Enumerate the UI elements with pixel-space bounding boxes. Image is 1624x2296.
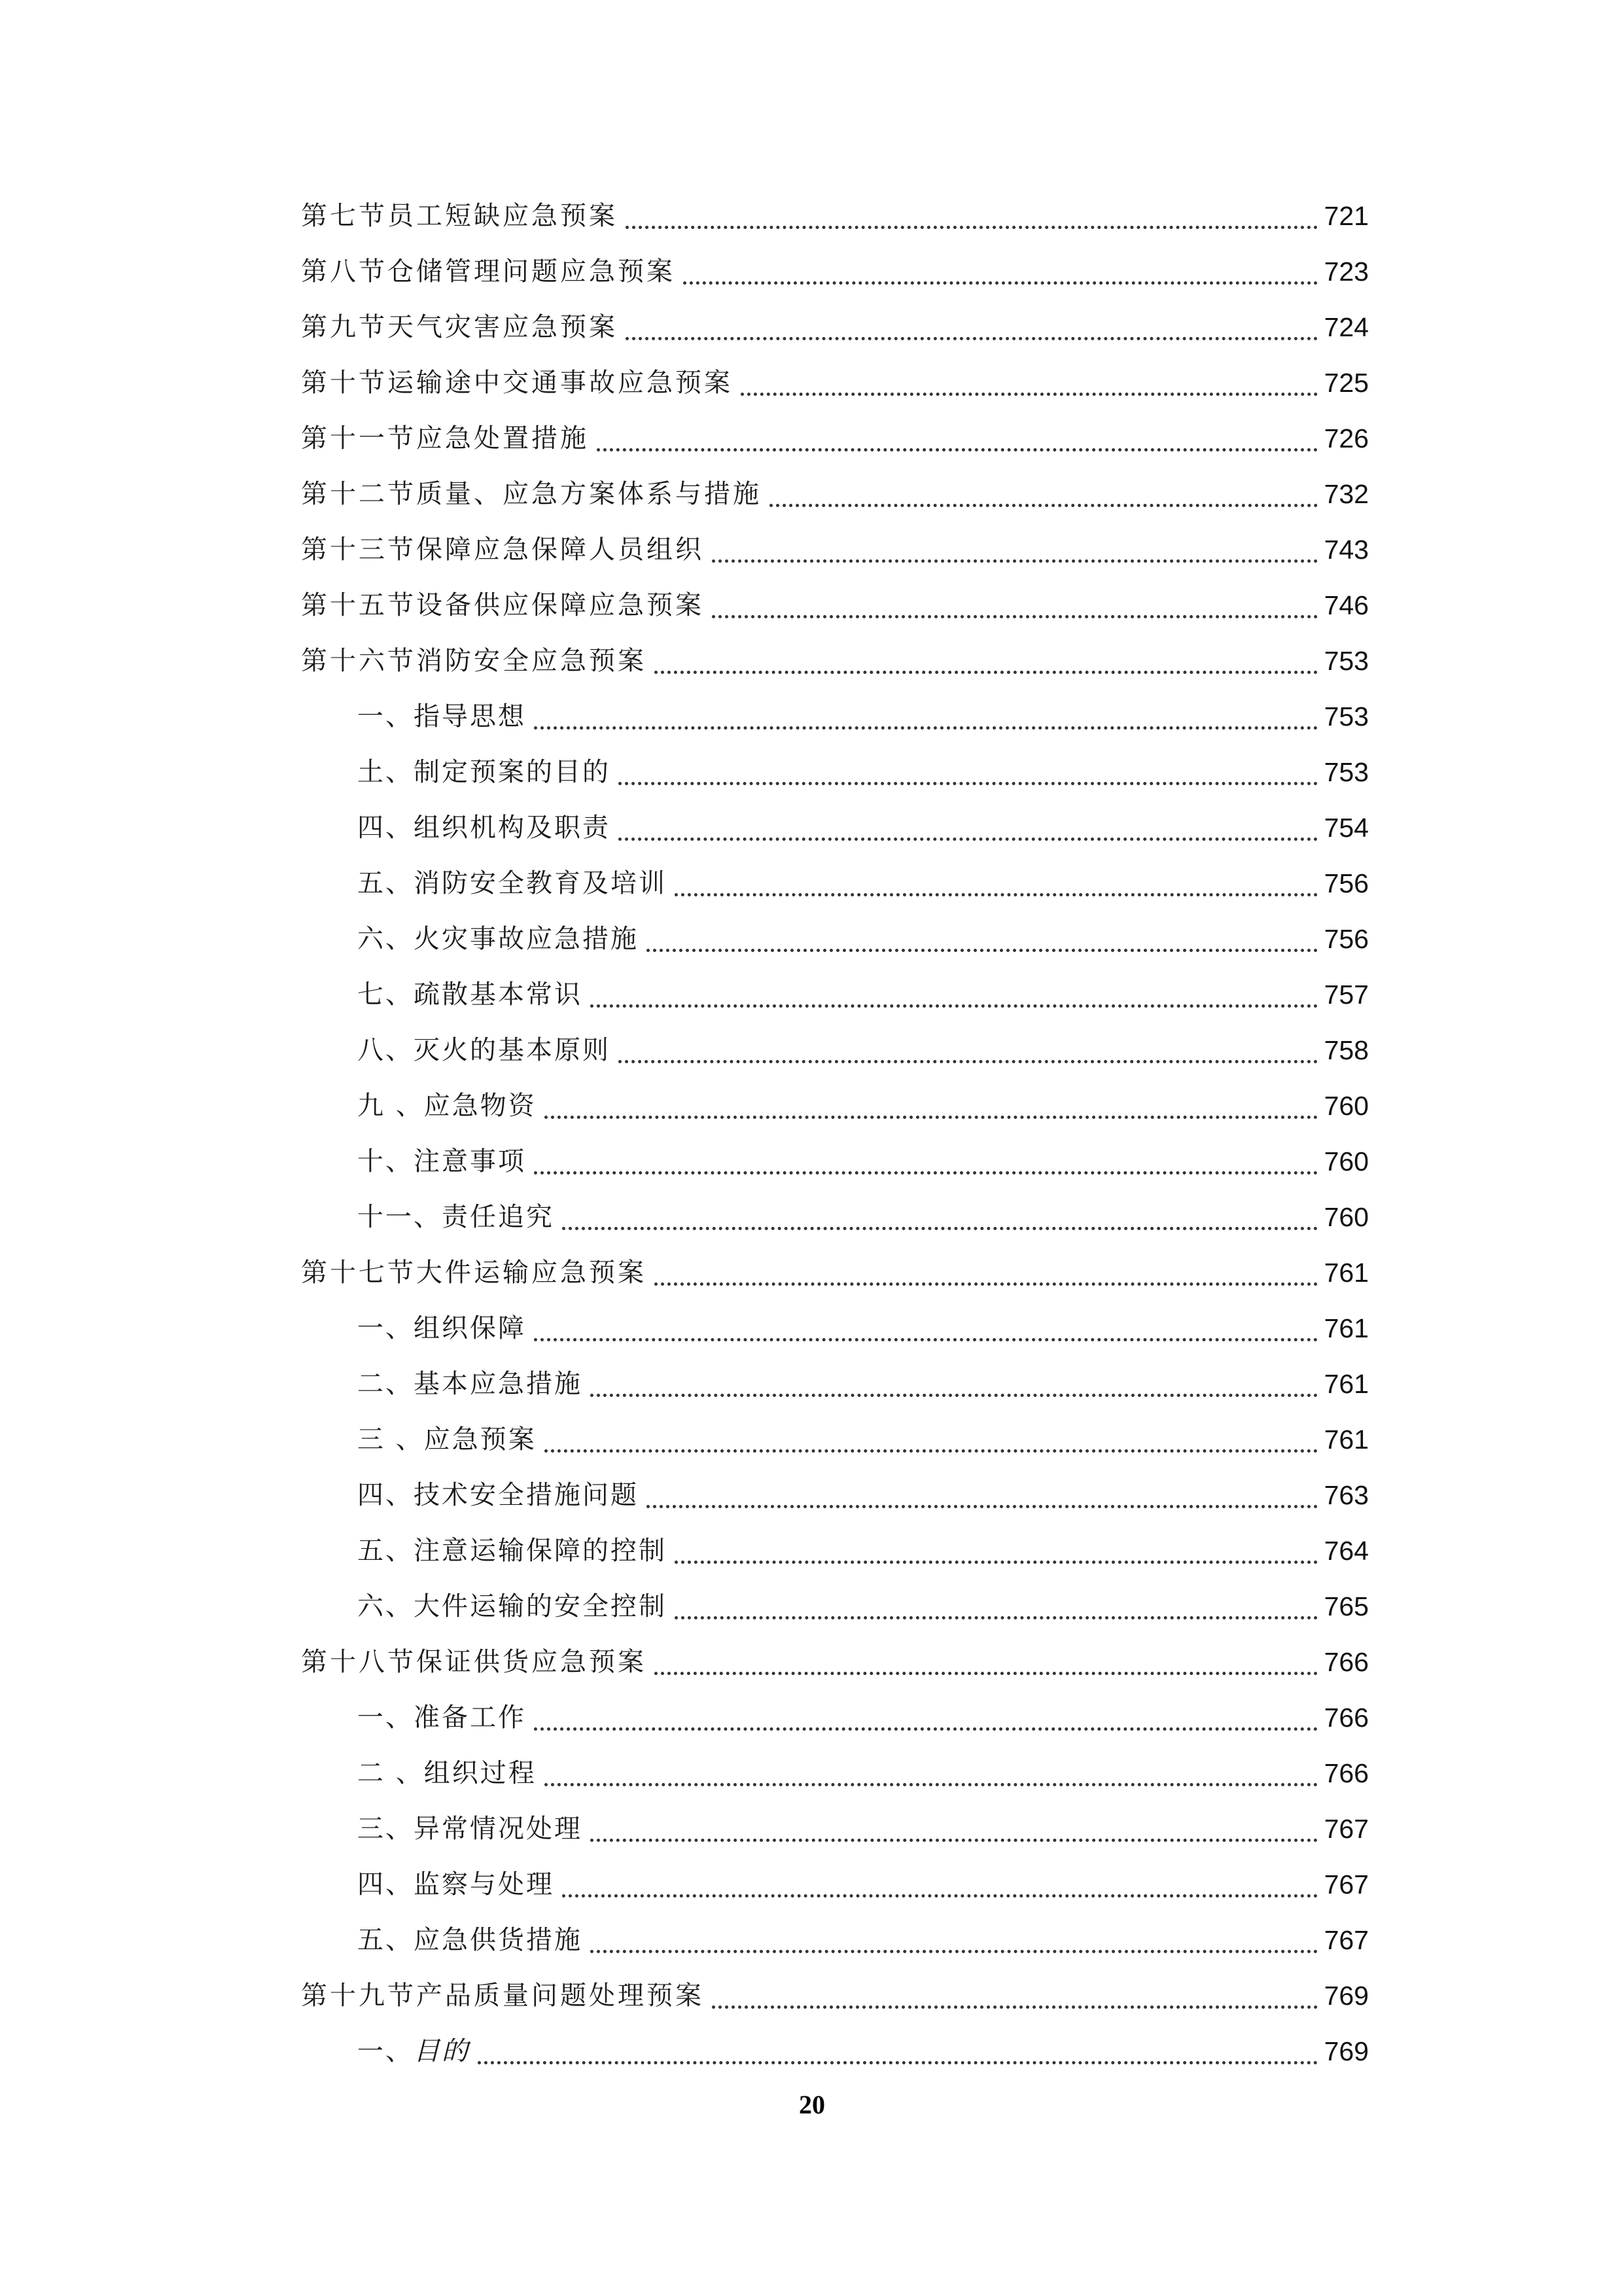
- toc-entry-page: 724: [1324, 311, 1369, 342]
- page-number: 20: [799, 2090, 825, 2119]
- toc-entry-title: 八、灭火的基本原则: [357, 1034, 618, 1067]
- toc-entry-title: 一、指导思想: [357, 700, 534, 733]
- toc-entry-title: 十一、责任追究: [357, 1201, 562, 1233]
- toc-entry-title: 第十七节大件运输应急预案: [301, 1256, 654, 1289]
- dot-leader: [562, 1894, 1318, 1898]
- toc-entry-title: 第十一节应急处置措施: [301, 422, 597, 455]
- dot-leader: [618, 782, 1318, 785]
- dot-leader: [646, 949, 1318, 952]
- toc-entry[interactable]: [301, 855, 1369, 911]
- toc-entry-page: 753: [1324, 701, 1369, 732]
- toc-entry-page: 726: [1324, 423, 1369, 453]
- toc-entry-page: 756: [1324, 868, 1369, 898]
- toc-entry[interactable]: [301, 1578, 1369, 1634]
- toc-entry-page: 761: [1324, 1368, 1369, 1399]
- toc-entry[interactable]: [301, 911, 1369, 966]
- dot-leader: [675, 1616, 1318, 1619]
- dot-leader: [478, 2061, 1318, 2064]
- toc-entry[interactable]: [301, 466, 1369, 521]
- toc-entry-page: 766: [1324, 1757, 1369, 1788]
- toc-entry-title-italic: 目的: [414, 2036, 470, 2066]
- toc-entry-title: 三、异常情况处理: [357, 1812, 590, 1845]
- toc-entry[interactable]: [301, 410, 1369, 466]
- toc-entry-title: 五、应急供货措施: [357, 1924, 590, 1956]
- dot-leader: [769, 504, 1318, 507]
- dot-leader: [741, 393, 1318, 396]
- toc-entry-page: 760: [1324, 1201, 1369, 1232]
- toc-entry-page: 766: [1324, 1646, 1369, 1677]
- toc-entry-title: 五、注意运输保障的控制: [357, 1534, 675, 1567]
- toc-entry-title: 一、组织保障: [357, 1312, 534, 1345]
- toc-entry-title: 第七节员工短缺应急预案: [301, 200, 626, 232]
- toc-entry-title: 第十九节产品质量问题处理预案: [301, 1979, 712, 2012]
- dot-leader: [654, 1282, 1318, 1286]
- toc-entry[interactable]: [301, 966, 1369, 1022]
- toc-entry[interactable]: [301, 800, 1369, 855]
- toc-entry-page: 765: [1324, 1591, 1369, 1621]
- toc-entry-page: 746: [1324, 590, 1369, 620]
- toc-entry-page: 761: [1324, 1257, 1369, 1288]
- toc-entry-page: 721: [1324, 200, 1369, 231]
- toc-entry-title: 四、技术安全措施问题: [357, 1479, 646, 1511]
- dot-leader: [675, 1561, 1318, 1564]
- toc-entry-title: 九 、应急物资: [357, 1089, 544, 1122]
- toc-entry-page: 725: [1324, 367, 1369, 398]
- toc-entry-title: 土、制定预案的目的: [357, 756, 618, 788]
- dot-leader: [626, 337, 1318, 340]
- toc-entry-title: 第十五节设备供应保障应急预案: [301, 589, 712, 622]
- toc-entry[interactable]: [301, 299, 1369, 355]
- toc-entry[interactable]: [301, 744, 1369, 800]
- toc-entry-page: 754: [1324, 812, 1369, 843]
- toc-entry[interactable]: [301, 188, 1369, 243]
- toc-entry-title: 第十节运输途中交通事故应急预案: [301, 366, 741, 399]
- dot-leader: [675, 893, 1318, 896]
- toc-entry-title: 三 、应急预案: [357, 1423, 544, 1456]
- toc-entry[interactable]: [301, 1689, 1369, 1745]
- toc-entry-page: 761: [1324, 1313, 1369, 1343]
- toc-entry[interactable]: [301, 633, 1369, 688]
- toc-entry-page: 723: [1324, 256, 1369, 287]
- toc-entry[interactable]: [301, 1133, 1369, 1189]
- toc-entry-page: 760: [1324, 1146, 1369, 1176]
- dot-leader: [712, 615, 1318, 618]
- toc-entry-title: 七、疏散基本常识: [357, 978, 590, 1011]
- toc-entry[interactable]: [301, 1968, 1369, 2023]
- toc-entry-page: 767: [1324, 1813, 1369, 1844]
- toc-entry-page: 743: [1324, 534, 1369, 565]
- toc-entry[interactable]: [301, 688, 1369, 744]
- dot-leader: [590, 1004, 1318, 1008]
- toc-entry-page: 763: [1324, 1479, 1369, 1510]
- toc-entry-page: 732: [1324, 478, 1369, 509]
- dot-leader: [534, 1338, 1318, 1341]
- toc-entry[interactable]: [301, 1245, 1369, 1300]
- toc-entry-title: 一、准备工作: [357, 1701, 534, 1734]
- toc-entry-title: 五、消防安全教育及培训: [357, 867, 675, 900]
- dot-leader: [618, 1060, 1318, 1063]
- toc-entry[interactable]: [301, 1467, 1369, 1523]
- toc-entry[interactable]: [301, 1022, 1369, 1078]
- toc-entry-title-prefix: 一、: [357, 2036, 414, 2066]
- dot-leader: [597, 448, 1318, 451]
- toc-entry-title: 第十二节质量、应急方案体系与措施: [301, 478, 769, 510]
- toc-entry[interactable]: [301, 521, 1369, 577]
- toc-entry-page: 756: [1324, 923, 1369, 954]
- dot-leader: [618, 838, 1318, 841]
- toc-entry-page: 769: [1324, 2036, 1369, 2066]
- toc-entry-title: 第八节仓储管理问题应急预案: [301, 255, 683, 288]
- toc-entry-page: 769: [1324, 1980, 1369, 2011]
- dot-leader: [683, 281, 1318, 285]
- toc-entry-page: 757: [1324, 979, 1369, 1010]
- toc-entry-title: 十、注意事项: [357, 1145, 534, 1178]
- toc-entry-title: 第十三节保障应急保障人员组织: [301, 533, 712, 566]
- dot-leader: [590, 1839, 1318, 1842]
- toc-entry[interactable]: [301, 243, 1369, 299]
- toc-entry[interactable]: [301, 1300, 1369, 1356]
- toc-entry-title: 第十八节保证供货应急预案: [301, 1646, 654, 1678]
- dot-leader: [712, 2005, 1318, 2009]
- toc-entry-title: 第九节天气灾害应急预案: [301, 311, 626, 344]
- toc-entry-title: 二、基本应急措施: [357, 1368, 590, 1400]
- dot-leader: [654, 1672, 1318, 1675]
- dot-leader: [544, 1783, 1318, 1786]
- toc-entry-page: 767: [1324, 1924, 1369, 1955]
- dot-leader: [712, 559, 1318, 563]
- toc-entry[interactable]: [301, 2023, 1369, 2079]
- toc-entry-title: 六、大件运输的安全控制: [357, 1590, 675, 1623]
- toc-entry-title: [357, 2035, 478, 2068]
- toc-entry[interactable]: [301, 1356, 1369, 1411]
- toc-entry[interactable]: [301, 1411, 1369, 1467]
- dot-leader: [626, 226, 1318, 229]
- dot-leader: [562, 1227, 1318, 1230]
- toc-entry-page: 761: [1324, 1424, 1369, 1455]
- toc-entry-page: 766: [1324, 1702, 1369, 1733]
- toc-entry[interactable]: [301, 577, 1369, 633]
- dot-leader: [534, 1727, 1318, 1731]
- toc-entry-page: 767: [1324, 1869, 1369, 1899]
- toc-entry-title: 六、火灾事故应急措施: [357, 923, 646, 955]
- toc-entry[interactable]: [301, 1189, 1369, 1245]
- toc-entry[interactable]: [301, 1745, 1369, 1801]
- toc-entry[interactable]: [301, 355, 1369, 410]
- toc-entry[interactable]: [301, 1634, 1369, 1689]
- toc-entry-title: 四、监察与处理: [357, 1868, 562, 1901]
- toc-entry-title: 二 、组织过程: [357, 1757, 544, 1790]
- dot-leader: [544, 1116, 1318, 1119]
- toc-entry[interactable]: [301, 1801, 1369, 1856]
- toc-entry-page: 753: [1324, 756, 1369, 787]
- toc-entry[interactable]: [301, 1912, 1369, 1968]
- dot-leader: [534, 726, 1318, 730]
- toc-entry-title: 第十六节消防安全应急预案: [301, 645, 654, 677]
- toc-entry[interactable]: [301, 1078, 1369, 1133]
- dot-leader: [590, 1950, 1318, 1953]
- dot-leader: [646, 1505, 1318, 1508]
- toc-entry-page: 758: [1324, 1034, 1369, 1065]
- toc-entry-page: 764: [1324, 1535, 1369, 1566]
- toc-entry-page: 753: [1324, 645, 1369, 676]
- dot-leader: [534, 1171, 1318, 1174]
- toc-entry[interactable]: [301, 1523, 1369, 1578]
- toc-entry[interactable]: [301, 1856, 1369, 1912]
- table-of-contents: [301, 188, 1369, 2079]
- toc-entry-page: 760: [1324, 1090, 1369, 1121]
- toc-entry-title: 四、组织机构及职责: [357, 811, 618, 844]
- dot-leader: [544, 1449, 1318, 1453]
- dot-leader: [654, 671, 1318, 674]
- dot-leader: [590, 1394, 1318, 1397]
